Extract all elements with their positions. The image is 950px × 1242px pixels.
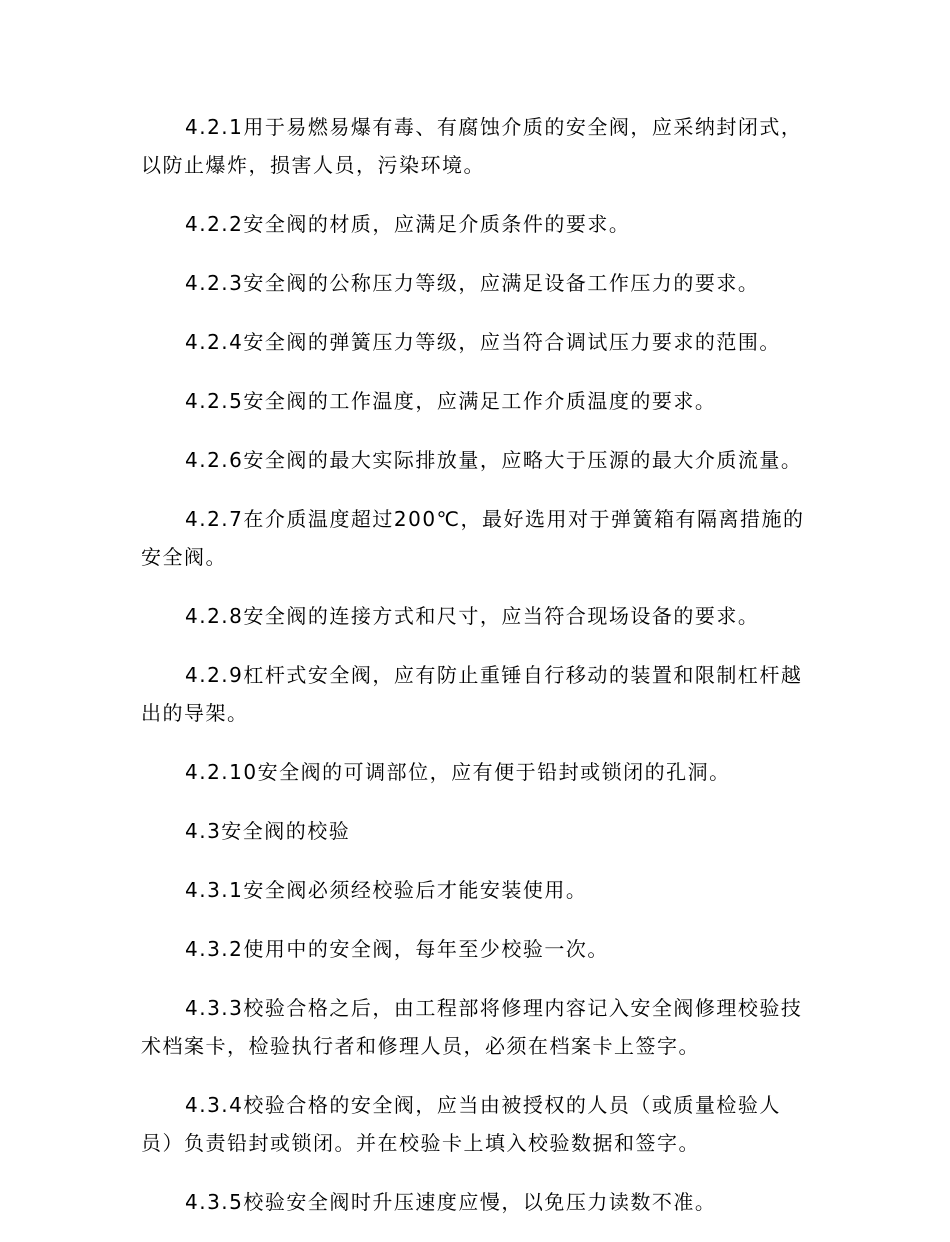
clause-4-3-5: 4.3.5校验安全阀时升压速度应慢，以免压力读数不准。 [185,1190,717,1214]
clause-4-3-2: 4.3.2使用中的安全阀，每年至少校验一次。 [185,937,609,961]
clause-4-2-2: 4.2.2安全阀的材质，应满足介质条件的要求。 [185,212,631,236]
clause-4-3-3: 4.3.3校验合格之后，由工程部将修理内容记入安全阀修理校验技术档案卡，检验执行者和修理人员，必须在档案卡上签字。 [141,996,803,1058]
clause-4-2-8: 4.2.8安全阀的连接方式和尺寸，应当符合现场设备的要求。 [185,604,760,628]
clause-4-3-4: 4.3.4校验合格的安全阀，应当由被授权的人员（或质量检验人员）负责铅封或锁闭。并在校验卡上填入校验数据和签字。 [141,1093,781,1155]
clause-4-3-1: 4.3.1安全阀必须经校验后才能安装使用。 [185,878,588,902]
clause-4-2-7: 4.2.7在介质温度超过200℃，最好选用对于弹簧箱有隔离措施的安全阀。 [141,507,805,569]
document-body [141,108,813,1242]
clause-4-2-9: 4.2.9杠杆式安全阀，应有防止重锤自行移动的装置和限制杠杆越出的导架。 [141,663,803,725]
section-heading-4-3: 4.3安全阀的校验 [185,819,351,843]
clause-4-2-5: 4.2.5安全阀的工作温度，应满足工作介质温度的要求。 [185,389,717,413]
clause-4-2-3: 4.2.3安全阀的公称压力等级，应满足设备工作压力的要求。 [185,271,760,295]
clause-4-2-4: 4.2.4安全阀的弹簧压力等级，应当符合调试压力要求的范围。 [185,330,781,354]
clause-4-2-10: 4.2.10安全阀的可调部位，应有便于铅封或锁闭的孔洞。 [185,760,731,784]
clause-4-2-1: 4.2.1用于易燃易爆有毒、有腐蚀介质的安全阀，应采纳封闭式，以防止爆炸，损害人员，污染环境。 [141,115,803,177]
clause-4-2-6: 4.2.6安全阀的最大实际排放量，应略大于压源的最大介质流量。 [185,448,803,472]
